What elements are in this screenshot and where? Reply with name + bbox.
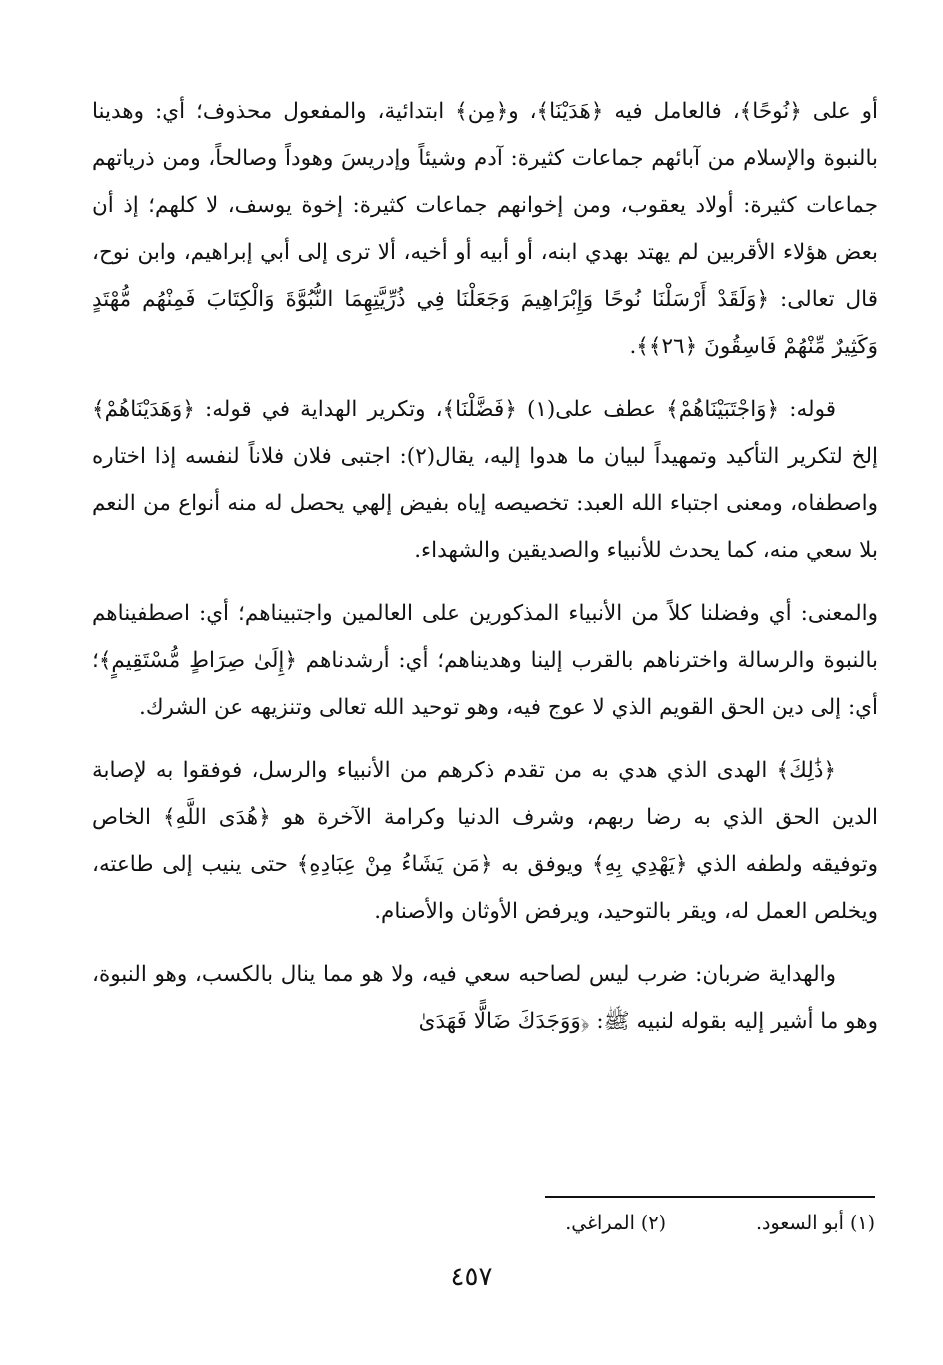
footnote-divider — [545, 1196, 875, 1198]
paragraph-5: والهداية ضربان: ضرب ليس لصاحبه سعي فيه، ولا هو مما ينال بالكسب، وهو النبوة، وهو ما أشير إليه بقوله لنبيه ﷺ: ﴿وَوَجَدَكَ ضَالًّا فَهَدَىٰ — [92, 962, 878, 1034]
paragraph-3: والمعنى: أي وفضلنا كلاً من الأنبياء المذكورين على العالمين واجتبيناهم؛ أي: اصطفيناهم بالنبوة والرسالة واخترناهم بالقرب إلينا وهديناهم؛ أي: أرشدناهم ﴿إِلَىٰ صِرَاطٍ مُّسْتَقِيمٍ﴾؛ أي: إلى دين الحق القويم الذي لا عوج فيه، وهو توحيد الله تعالى وتنزيهه عن الشرك. — [92, 601, 878, 720]
footnote-1: (١) أبو السعود. — [755, 1212, 875, 1234]
page-number: ٤٥٧ — [450, 1262, 493, 1292]
paragraph-1: أو على ﴿نُوحًا﴾، فالعامل فيه ﴿هَدَيْنَا﴾، و﴿مِن﴾ ابتدائية، والمفعول محذوف؛ أي: وهدينا بالنبوة والإسلام من آبائهم جماعات كثيرة: آدم وشيئاً وإدريسَ وهوداً وصالحاً، ومن ذرياتهم جماعات كثيرة: أولاد يعقوب، ومن إخوانهم جماعات كثيرة: إخوة يوسف، لا كلهم؛ إذ أن بعض هؤلاء الأقربين لم يهتد بهدي ابنه، أو أبيه أو أخيه، ألا ترى إلى أبي إبراهيم، وابن نوح، قال تعالى: ﴿وَلَقَدْ أَرْسَلْنَا نُوحًا وَإِبْرَاهِيمَ وَجَعَلْنَا فِي ذُرِّيَّتِهِمَا النُّبُوَّةَ وَالْكِتَابَ فَمِنْهُم مُّهْتَدٍ وَكَثِيرٌ مِّنْهُمْ فَاسِقُونَ ﴿٢٦﴾﴾. — [92, 99, 878, 359]
page-body — [92, 88, 878, 1061]
footnotes — [300, 1212, 875, 1234]
footnote-2: (٢) المراغي. — [565, 1212, 666, 1234]
paragraph-2: قوله: ﴿وَاجْتَبَيْنَاهُمْ﴾ عطف على(١) ﴿فَضَّلْنَا﴾، وتكرير الهداية في قوله: ﴿وَهَدَيْنَاهُمْ﴾ إلخ لتكرير التأكيد وتمهيداً لبيان ما هدوا إليه، يقال(٢): اجتبى فلان فلاناً لنفسه إذا اختاره واصطفاه، ومعنى اجتباء الله العبد: تخصيصه إياه بفيض إلهي يحصل له منه أنواع من النعم بلا سعي منه، كما يحدث للأنبياء والصديقين والشهداء. — [92, 397, 878, 563]
paragraph-4: ﴿ذَٰلِكَ﴾ الهدى الذي هدي به من تقدم ذكرهم من الأنبياء والرسل، فوفقوا به لإصابة الدين الحق الذي به رضا ربهم، وشرف الدنيا وكرامة الآخرة هو ﴿هُدَى اللَّهِ﴾ الخاص وتوفيقه ولطفه الذي ﴿يَهْدِي بِهِ﴾ ويوفق به ﴿مَن يَشَاءُ مِنْ عِبَادِهِ﴾ حتى ينيب إلى طاعته، ويخلص العمل له، ويقر بالتوحيد، ويرفض الأوثان والأصنام. — [92, 758, 878, 924]
